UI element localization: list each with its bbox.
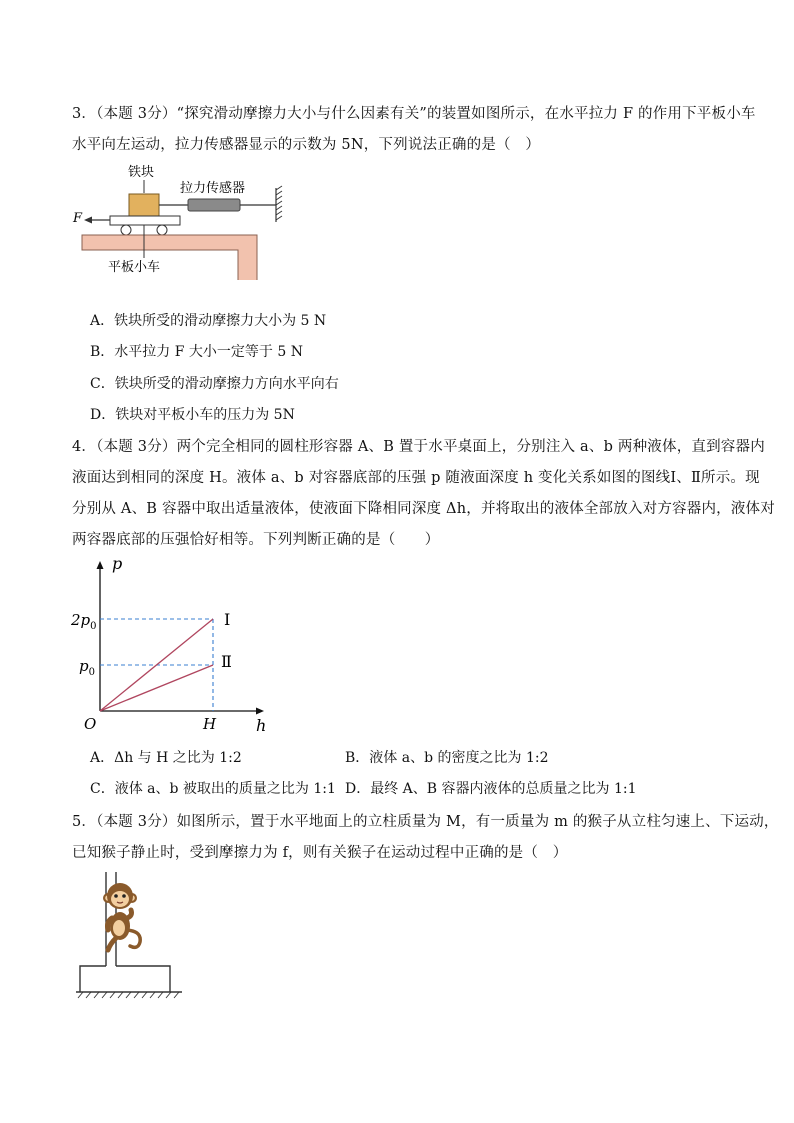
graph-line-II [100,665,213,711]
cart-board [110,216,180,225]
ground-hatch [78,992,179,998]
origin-label: O [84,715,97,733]
cart-wheel-left [121,225,131,235]
q4-option-a: A．Δh 与 H 之比为 1:2 [90,750,242,766]
q4-option-d: D．最终 A、B 容器内液体的总质量之比为 1:1 [345,781,637,797]
x-axis-arrow [256,708,264,715]
pillar-base [80,966,170,992]
cart-label: 平板小车 [108,260,161,275]
q3-figure [70,160,290,280]
force-arrow-head [84,217,92,224]
y-tick-2p0: $2p_0$ [71,611,97,632]
q4-option-c: C．液体 a、b 被取出的质量之比为 1:1 [90,781,336,797]
q3-option-d: D．铁块对平板小车的压力为 5N [90,407,295,423]
q3-option-c: C．铁块所受的滑动摩擦力方向水平向右 [90,376,339,392]
line-I-label: Ⅰ [224,610,231,629]
line-II-label: Ⅱ [221,652,232,671]
q4-line-1: 4．（本题 3分）两个完全相同的圆柱形容器 A、B 置于水平桌面上，分别注入 a、b 两种液体，直到容器内 [72,439,765,455]
q3-line-1: 3．（本题 3分）“探究滑动摩擦力大小与什么因素有关”的装置如图所示，在水平拉力 F 的作用下平板小车 [72,106,756,122]
q3-option-b: B．水平拉力 F 大小一定等于 5 N [90,344,303,360]
iron-block [129,194,159,216]
monkey [103,883,140,950]
q3-option-a: A．铁块所受的滑动摩擦力大小为 5 N [90,313,327,329]
force-label: F [73,211,83,226]
force-sensor [188,199,240,211]
q4-line-4: 两容器底部的压强恰好相等。下列判断正确的是（ ） [72,532,440,548]
q5-line-2: 已知猴子静止时，受到摩擦力为 f，则有关猴子在运动过程中正确的是（ ） [72,845,568,861]
q4-graph [70,553,280,738]
cart-wheel-right [157,225,167,235]
q4-line-2: 液面达到相同的深度 H。液体 a、b 对容器底部的压强 p 随液面深度 h 变化关系如图的图线Ⅰ、Ⅱ所示。现 [72,470,760,486]
q3-block-label: 铁块 [128,165,155,180]
x-axis-label: h [256,716,267,735]
q4-line-3: 分别从 A、B 容器中取出适量液体，使液面下降相同深度 Δh，并将取出的液体全部放入对方容器内，液体对 [72,501,775,517]
q5-line-1: 5．（本题 3分）如图所示，置于水平地面上的立柱质量为 M，有一质量为 m 的猴子从立柱匀速上、下运动， [72,814,779,830]
y-axis-label: p [112,554,123,573]
y-axis-arrow [97,561,104,569]
q4-option-b: B．液体 a、b 的密度之比为 1:2 [345,750,549,766]
q3-line-2: 水平向左运动，拉力传感器显示的示数为 5N，下列说法正确的是（ ） [72,137,541,153]
wall-hatch [276,186,282,220]
q3-sensor-label: 拉力传感器 [180,181,246,196]
y-tick-p0: $p_0$ [79,657,95,678]
x-tick-H: H [203,715,217,733]
q5-figure [72,868,192,1003]
